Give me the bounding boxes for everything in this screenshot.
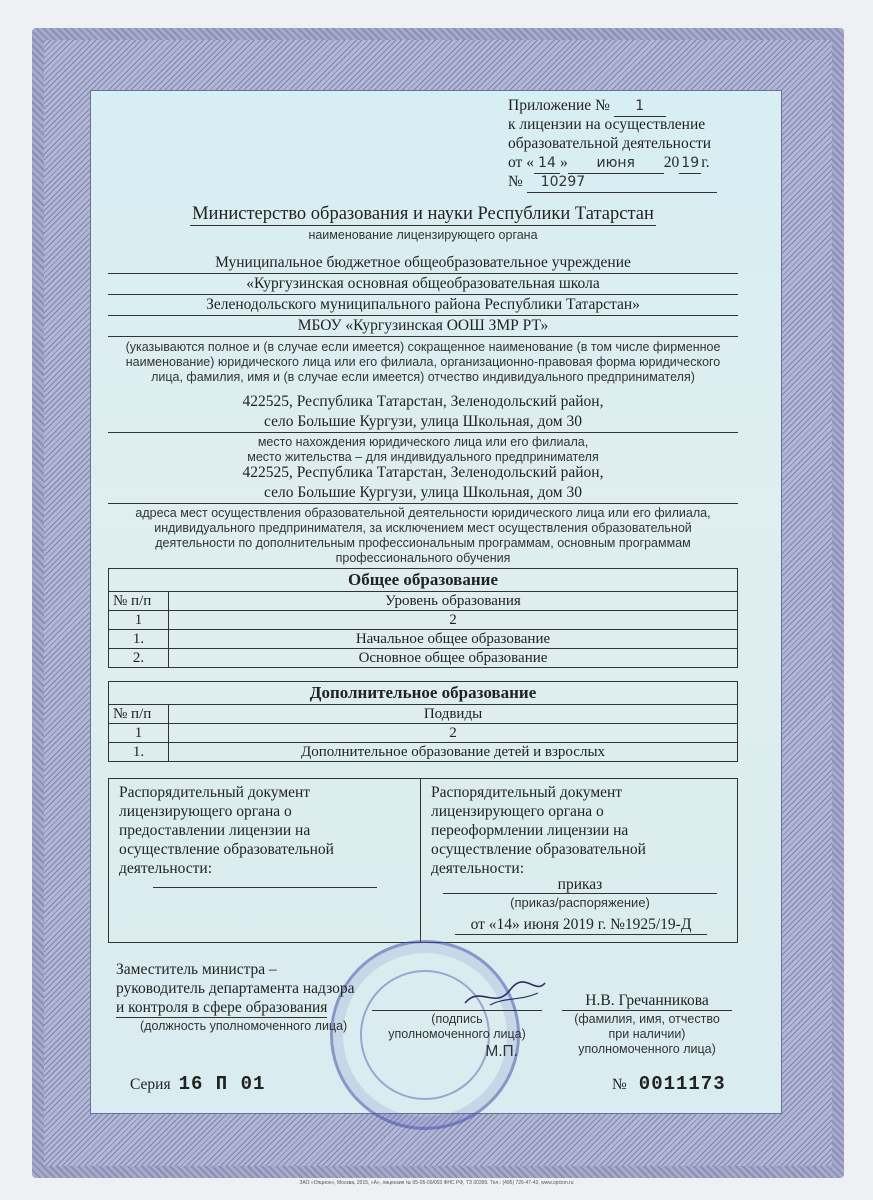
table-cell: 1. [109, 743, 169, 762]
authority-name: Министерство образования и науки Республики Татарстан [192, 204, 654, 224]
signer-name-caption [562, 1012, 732, 1057]
appendix-number: 1 [614, 97, 666, 117]
location-caption: место нахождения юридического лица или его филиала, [257, 435, 589, 449]
licensee-line: Зеленодольского муниципального района Республики Татарстан» [108, 295, 738, 316]
table-cell: 1. [109, 630, 169, 649]
signature-line [372, 1010, 542, 1011]
license-no-label: № [508, 173, 523, 190]
table-header: Уровень образования [169, 592, 738, 611]
authority-caption: наименование лицензирующего органа [308, 228, 538, 242]
date-day: 14 [534, 154, 560, 174]
appendix-label: Приложение № [508, 97, 610, 114]
table-header: № п/п [109, 705, 169, 724]
activity-address-line: село Большие Кургузи, улица Школьная, дом 30 [108, 483, 738, 504]
reissue-order-type: приказ [443, 875, 717, 894]
name-caption-line: (фамилия, имя, отчество [574, 1012, 720, 1026]
date-open: от « [508, 154, 534, 171]
blank-number-block [612, 1073, 726, 1095]
table-cell: 2 [169, 724, 738, 743]
name-caption-line: уполномоченного лица) [578, 1042, 716, 1056]
location-line: село Большие Кургузи, улица Школьная, дом 30 [108, 412, 738, 433]
table-header: № п/п [109, 592, 169, 611]
name-caption-line: при наличии) [608, 1027, 686, 1041]
date-close: » [559, 154, 568, 171]
activity-address-block [108, 463, 738, 566]
blank-number-label: № [612, 1076, 627, 1093]
location-caption: место жительства – для индивидуального предпринимателя [247, 450, 599, 464]
signature-caption-line: (подпись [431, 1012, 483, 1026]
table-row [109, 743, 738, 762]
date-year-prefix: 20 [663, 154, 680, 171]
table-header: Подвиды [169, 705, 738, 724]
date-year-suffix: г. [701, 154, 710, 171]
table-cell: 2 [169, 611, 738, 630]
signer-position [116, 960, 416, 1034]
general-education-title: Общее образование [109, 569, 738, 592]
series-value: 16 П 01 [178, 1073, 266, 1095]
date-month: июня [568, 154, 664, 174]
authority-block [108, 203, 738, 243]
reissue-order-caption: (приказ/распоряжение) [510, 895, 650, 910]
seal-place-label: М.П. [485, 1043, 518, 1060]
activity-address-caption: адреса мест осуществления образовательной деятельности юридического лица или его филиала, индивидуального предпринимателя, за исключением мест осуществления образовательной деятельности по дополнительным профессиональным программам, основным программам профессионального обучения [135, 506, 711, 565]
table-cell: Дополнительное образование детей и взрослых [169, 743, 738, 762]
position-caption: (должность уполномоченного лица) [140, 1019, 348, 1033]
reissue-order-title: Распорядительный документ лицензирующего органа о переоформлении лицензии на осуществление образовательной деятельности: [431, 784, 646, 877]
signature-caption-line: уполномоченного лица) [388, 1027, 526, 1041]
licensee-line: «Кургузинская основная общеобразовательная школа [108, 274, 738, 295]
appendix-line1: к лицензии на осуществление [508, 116, 706, 133]
position-line: руководитель департамента надзора [116, 980, 355, 997]
grant-order-blank [153, 887, 377, 888]
grant-order-cell [109, 779, 421, 942]
licensee-line: Муниципальное бюджетное общеобразовательное учреждение [108, 253, 738, 274]
orders-box [108, 778, 738, 943]
table-cell: 1 [109, 611, 169, 630]
series-label: Серия [130, 1076, 171, 1093]
licensee-block [108, 253, 738, 385]
grant-order-title: Распорядительный документ лицензирующего органа о предоставлении лицензии на осуществление образовательной деятельности: [119, 784, 334, 877]
date-year: 19 [679, 154, 701, 174]
additional-education-title: Дополнительное образование [109, 682, 738, 705]
position-line: и контроля в сфере образования [116, 999, 328, 1016]
licensee-caption: (указываются полное и (в случае если имеется) сокращенное наименование (в том числе фирменное наименование) юридического лица или его филиала, организационно-правовая форма юридического лица, фамилия, имя и (в случае если имеется) отчество индивидуального предпринимателя) [125, 340, 721, 384]
blank-number-value: 0011173 [638, 1073, 726, 1095]
table-cell: Основное общее образование [169, 649, 738, 668]
signer-name: Н.В. Гречанникова [562, 991, 732, 1011]
appendix-header [508, 96, 738, 193]
signature-scribble [460, 975, 550, 1015]
location-line: 422525, Республика Татарстан, Зеленодольский район, [242, 393, 604, 410]
reissue-order-cell [421, 779, 737, 942]
additional-education-table [108, 681, 738, 762]
reissue-order-reference: от «14» июня 2019 г. №1925/19-Д [455, 915, 707, 935]
series-block [130, 1073, 265, 1095]
table-cell: Начальное общее образование [169, 630, 738, 649]
table-cell: 1 [109, 724, 169, 743]
activity-address-line: 422525, Республика Татарстан, Зеленодольский район, [242, 464, 604, 481]
location-block [108, 392, 738, 465]
table-cell: 2. [109, 649, 169, 668]
signature-caption [372, 1012, 542, 1061]
appendix-line2: образовательной деятельности [508, 135, 712, 152]
license-number: 10297 [527, 173, 717, 193]
general-education-table [108, 568, 738, 668]
printer-footer: ЗАО «Опцион», Москва, 2015, «А», лицензия № 05-05-09/003 ФНС РФ, ТЗ 30399. Тел.: (495) 726-47-42, www.opcion.ru [299, 1180, 574, 1186]
table-row [109, 630, 738, 649]
licensee-short-name: МБОУ «Кургузинская ООШ ЗМР РТ» [108, 316, 738, 337]
position-line: Заместитель министра – [116, 961, 277, 978]
table-row [109, 649, 738, 668]
